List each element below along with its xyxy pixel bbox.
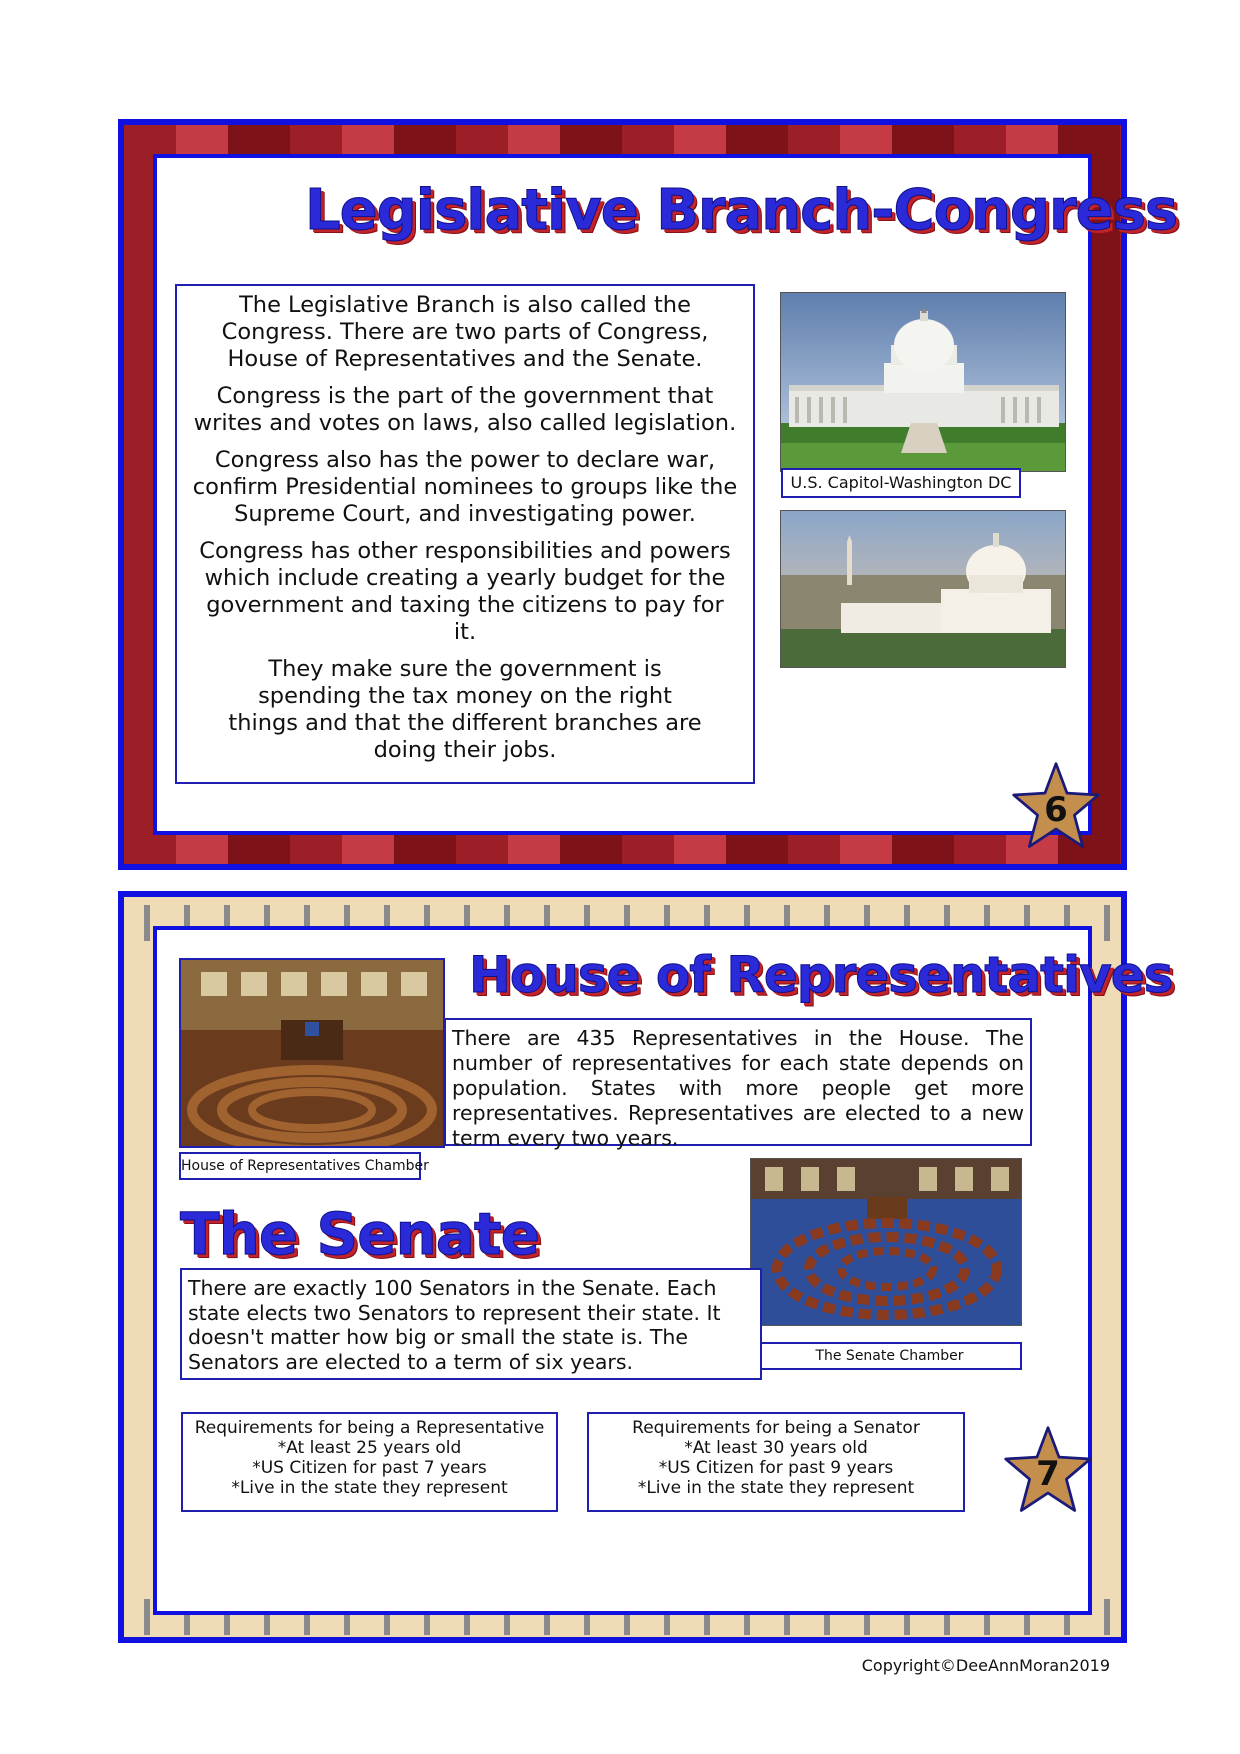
requirement-item: *US Citizen for past 7 years [252, 1458, 487, 1478]
paragraph: Congress also has the power to declare war, confirm Presidential nominees to groups like the Supreme Court, and investigating power. [192, 447, 738, 527]
house-title: House of Representatives [469, 946, 1173, 1004]
paragraph: Congress is the part of the government that writes and votes on laws, also called legislation. [193, 383, 737, 436]
senator-requirements [587, 1412, 965, 1512]
page-number: 6 [1044, 790, 1068, 830]
legislative-branch-card [118, 119, 1178, 870]
page-number: 7 [1036, 1454, 1060, 1494]
senate-chamber-photo [750, 1158, 1022, 1326]
capitol-front-image [781, 293, 1066, 472]
requirement-item: *US Citizen for past 9 years [658, 1458, 894, 1478]
senate-caption: The Senate Chamber [757, 1342, 1022, 1370]
house-senate-card [118, 891, 1173, 1643]
requirement-item: *Live in the state they represent [637, 1478, 915, 1498]
paragraph: Congress has other responsibilities and powers which include creating a yearly budget for the government and taxing the citizens to pay for it. [199, 538, 731, 645]
page-title: Legislative Branch-Congress [305, 178, 1178, 243]
page-number-star [1002, 1424, 1094, 1516]
representative-requirements [181, 1412, 558, 1512]
card-inner-panel [153, 154, 1178, 835]
paragraph: The Legislative Branch is also called the Congress. There are two parts of Congress, House of Representatives and the Senate. [221, 292, 709, 372]
copyright-notice: Copyright©DeeAnnMoran2019 [861, 1656, 1110, 1675]
capitol-front-photo [780, 292, 1066, 472]
senate-text-box: There are exactly 100 Senators in the Senate. Each state elects two Senators to represent their state. It doesn't matter how big or small the state is. The Senators are elected to a term of six years. [180, 1268, 762, 1380]
requirement-item: *Live in the state they represent [231, 1478, 508, 1498]
capitol-aerial-photo [780, 510, 1066, 668]
page-number-star [1010, 760, 1102, 852]
house-text-box: There are 435 Representatives in the House. The number of representatives for each state depends on population. States with more people get more representatives. Representatives are elected to a new term every two years. [444, 1018, 1032, 1146]
house-chamber-photo [179, 958, 445, 1148]
requirements-heading: Requirements for being a Representative [194, 1418, 545, 1438]
capitol-caption: U.S. Capitol-Washington DC [781, 468, 1021, 498]
congress-text-box [175, 284, 755, 784]
paragraph: They make sure the government is spending the tax money on the right things and that the different branches are doing their jobs. [228, 656, 702, 763]
card-inner-panel [153, 926, 1173, 1615]
requirement-item: *At least 30 years old [684, 1438, 868, 1458]
house-chamber-image [181, 960, 443, 1146]
requirements-heading: Requirements for being a Senator [632, 1418, 920, 1438]
requirement-item: *At least 25 years old [277, 1438, 462, 1458]
house-caption: House of Representatives Chamber [179, 1152, 421, 1180]
senate-title: The Senate [180, 1200, 539, 1268]
capitol-aerial-image [781, 511, 1066, 668]
senate-chamber-image [751, 1159, 1022, 1326]
